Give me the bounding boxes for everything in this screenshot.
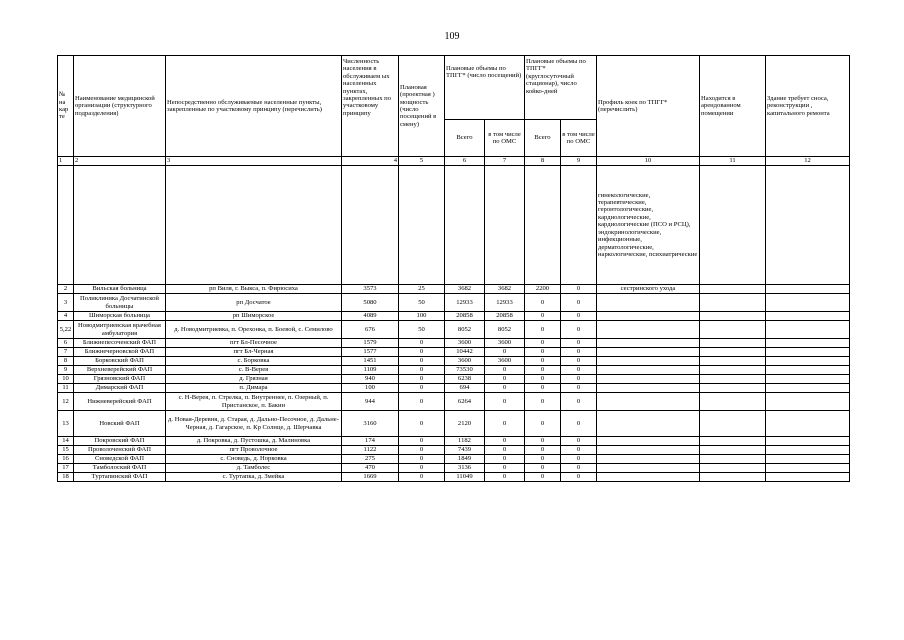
table-row bbox=[58, 473, 850, 482]
cell-row-number: 10 bbox=[58, 375, 74, 384]
cell-bed-profile bbox=[597, 321, 700, 339]
cell-visits-total: 3600 bbox=[445, 339, 485, 348]
cell-capacity: 0 bbox=[399, 455, 445, 464]
table-row bbox=[58, 464, 850, 473]
cell-bed-profile bbox=[597, 437, 700, 446]
cell-beds-total: 0 bbox=[525, 321, 561, 339]
cell-served-settlements: п. Димара bbox=[166, 384, 342, 393]
cell-row-number: 2 bbox=[58, 285, 74, 294]
cell-demolition bbox=[766, 411, 850, 437]
cell-visits-total: 1849 bbox=[445, 455, 485, 464]
cell-demolition bbox=[766, 321, 850, 339]
cell-visits-total: 3682 bbox=[445, 285, 485, 294]
cell-beds-oms: 0 bbox=[561, 294, 597, 312]
cell-beds-oms: 0 bbox=[561, 339, 597, 348]
cell-rented bbox=[700, 294, 766, 312]
cell-row-number: 8 bbox=[58, 357, 74, 366]
cell-beds-total: 0 bbox=[525, 393, 561, 411]
cell-beds-total: 2200 bbox=[525, 285, 561, 294]
cell-rented bbox=[700, 437, 766, 446]
header-population: Численность населения в обслуживаем ых населенных пунктах, закрепленных по участковому принципу bbox=[342, 56, 399, 157]
cell-population: 944 bbox=[342, 393, 399, 411]
cell-population: 1451 bbox=[342, 357, 399, 366]
cell-capacity: 100 bbox=[399, 312, 445, 321]
cell-bed-profile bbox=[597, 384, 700, 393]
cell-bed-profile bbox=[597, 357, 700, 366]
cell-visits-total: 7439 bbox=[445, 446, 485, 455]
cell-visits-oms: 3682 bbox=[485, 285, 525, 294]
cell-beds-total: 0 bbox=[525, 375, 561, 384]
cell-visits-oms: 8052 bbox=[485, 321, 525, 339]
cell-beds-oms: 0 bbox=[561, 366, 597, 375]
cell-visits-total: 2120 bbox=[445, 411, 485, 437]
cell-capacity: 0 bbox=[399, 348, 445, 357]
cell-served-settlements: с. Борковка bbox=[166, 357, 342, 366]
cell-visits-oms: 0 bbox=[485, 446, 525, 455]
cell-demolition bbox=[766, 339, 850, 348]
col-number: 8 bbox=[525, 157, 561, 166]
cell-rented bbox=[700, 455, 766, 464]
cell-bed-profile bbox=[597, 473, 700, 482]
cell-visits-oms: 0 bbox=[485, 384, 525, 393]
cell-org-name: Верхневерейский ФАП bbox=[74, 366, 166, 375]
table-row bbox=[58, 366, 850, 375]
cell-bed-profile bbox=[597, 348, 700, 357]
col-number: 5 bbox=[399, 157, 445, 166]
cell-served-settlements: рп Досчатое bbox=[166, 294, 342, 312]
cell-capacity: 0 bbox=[399, 357, 445, 366]
cell-row-number: 11 bbox=[58, 384, 74, 393]
cell-bed-profile bbox=[597, 393, 700, 411]
cell-served-settlements: д. Новая-Деревня, д. Старая, д. Дально-Песочное, д. Дальне-Черная, д. Гагарское, п. Кр Солнце, д. Шерчавка bbox=[166, 411, 342, 437]
cell-visits-total: 1182 bbox=[445, 437, 485, 446]
cell-visits-oms: 0 bbox=[485, 473, 525, 482]
cell-beds-oms: 0 bbox=[561, 375, 597, 384]
cell-population: 1122 bbox=[342, 446, 399, 455]
cell-population: 1109 bbox=[342, 366, 399, 375]
cell-beds-oms: 0 bbox=[561, 348, 597, 357]
cell-rented bbox=[700, 312, 766, 321]
header-served: Непосредственно обслуживаемые населенные пункты, закрепленные по участковому принципу (перечислить) bbox=[166, 56, 342, 157]
table-row bbox=[58, 437, 850, 446]
cell-population: 174 bbox=[342, 437, 399, 446]
cell-org-name: Новский ФАП bbox=[74, 411, 166, 437]
cell-demolition bbox=[766, 446, 850, 455]
cell-org-name: Новодмитриевская врачебная амбулатория bbox=[74, 321, 166, 339]
cell-bed-profile bbox=[597, 339, 700, 348]
cell-rented bbox=[700, 375, 766, 384]
cell-beds-oms: 0 bbox=[561, 285, 597, 294]
cell-beds-oms: 0 bbox=[561, 321, 597, 339]
cell-org-name: Ближнепесоченский ФАП bbox=[74, 339, 166, 348]
header-planned-beds: Плановые объемы по ТПГГ* (круглосуточный стационар), число койко-дней bbox=[525, 56, 597, 120]
cell-org-name: Поликлиника Досчатинской больницы bbox=[74, 294, 166, 312]
cell-visits-oms: 3600 bbox=[485, 357, 525, 366]
cell-bed-profile bbox=[597, 446, 700, 455]
cell-demolition bbox=[766, 285, 850, 294]
col-number: 4 bbox=[342, 157, 399, 166]
cell-capacity: 0 bbox=[399, 393, 445, 411]
cell-bed-profile: сестринского ухода bbox=[597, 285, 700, 294]
cell-rented bbox=[700, 446, 766, 455]
cell-row-number: 7 bbox=[58, 348, 74, 357]
cell-row-number: 18 bbox=[58, 473, 74, 482]
header-num: № на кар те bbox=[58, 56, 74, 157]
cell-served-settlements: с. Туртапка, д. Змейка bbox=[166, 473, 342, 482]
cell-population: 4089 bbox=[342, 312, 399, 321]
cell-rented bbox=[700, 473, 766, 482]
table-row bbox=[58, 375, 850, 384]
cell-rented bbox=[700, 348, 766, 357]
cell-visits-total: 11049 bbox=[445, 473, 485, 482]
cell-demolition bbox=[766, 437, 850, 446]
cell-beds-total: 0 bbox=[525, 384, 561, 393]
cell-rented bbox=[700, 411, 766, 437]
cell-bed-profile bbox=[597, 366, 700, 375]
cell-served-settlements: с. Сноведь, д. Норковка bbox=[166, 455, 342, 464]
cell-demolition bbox=[766, 384, 850, 393]
cell-served-settlements: рп Виля, г. Выкса, п. Фирюсиха bbox=[166, 285, 342, 294]
cell-capacity: 0 bbox=[399, 375, 445, 384]
cell-population: 1579 bbox=[342, 339, 399, 348]
cell-beds-total: 0 bbox=[525, 312, 561, 321]
cell-visits-oms: 0 bbox=[485, 411, 525, 437]
cell-capacity: 0 bbox=[399, 446, 445, 455]
cell-row-number: 9 bbox=[58, 366, 74, 375]
cell-org-name: Тамболоский ФАП bbox=[74, 464, 166, 473]
cell-org-name: Вильская больница bbox=[74, 285, 166, 294]
cell-served-settlements: рп Шиморское bbox=[166, 312, 342, 321]
table-row bbox=[58, 357, 850, 366]
cell-visits-total: 73530 bbox=[445, 366, 485, 375]
cell-population: 1669 bbox=[342, 473, 399, 482]
cell-demolition bbox=[766, 375, 850, 384]
table-row bbox=[58, 411, 850, 437]
header-planned-visits: Плановые объемы по ТПГГ* (число посещений) bbox=[445, 56, 525, 120]
cell-rented bbox=[700, 321, 766, 339]
cell-served-settlements: пгт Проволочное bbox=[166, 446, 342, 455]
col-number: 12 bbox=[766, 157, 850, 166]
cell-capacity: 50 bbox=[399, 294, 445, 312]
cell-population: 1577 bbox=[342, 348, 399, 357]
cell-visits-oms: 20858 bbox=[485, 312, 525, 321]
cell-rented bbox=[700, 339, 766, 348]
cell-visits-total: 6264 bbox=[445, 393, 485, 411]
cell-served-settlements: с. В-Верея bbox=[166, 366, 342, 375]
cell-org-name: Нижневерейский ФАП bbox=[74, 393, 166, 411]
cell-visits-oms: 0 bbox=[485, 375, 525, 384]
cell-capacity: 25 bbox=[399, 285, 445, 294]
cell-population: 940 bbox=[342, 375, 399, 384]
cell-row-number: 5,22 bbox=[58, 321, 74, 339]
cell-population: 470 bbox=[342, 464, 399, 473]
cell-demolition bbox=[766, 473, 850, 482]
cell-capacity: 0 bbox=[399, 464, 445, 473]
cell-demolition bbox=[766, 294, 850, 312]
cell-visits-total: 3136 bbox=[445, 464, 485, 473]
cell-row-number: 15 bbox=[58, 446, 74, 455]
cell-visits-oms: 0 bbox=[485, 464, 525, 473]
table-row bbox=[58, 294, 850, 312]
cell-rented bbox=[700, 366, 766, 375]
cell-bed-profile bbox=[597, 455, 700, 464]
cell-beds-oms: 0 bbox=[561, 464, 597, 473]
cell-row-number: 17 bbox=[58, 464, 74, 473]
cell-beds-oms: 0 bbox=[561, 384, 597, 393]
cell-row-number: 13 bbox=[58, 411, 74, 437]
cell-capacity: 0 bbox=[399, 384, 445, 393]
header-rented: Находится в арендованном помещении bbox=[700, 56, 766, 157]
cell-rented bbox=[700, 357, 766, 366]
cell-served-settlements: д. Покровка, д. Пустошка, д. Малиновка bbox=[166, 437, 342, 446]
cell-demolition bbox=[766, 464, 850, 473]
cell-beds-total: 0 bbox=[525, 437, 561, 446]
profile-continuation: гинекологические, терапевтические, геронтологические, кардиологические, кардиологические (ПСО и РСЦ), эндокринологические, инфекционные, дерматологические, наркологические, психиатрические bbox=[597, 166, 700, 285]
col-number: 6 bbox=[445, 157, 485, 166]
cell-org-name: Димарский ФАП bbox=[74, 384, 166, 393]
cell-row-number: 3 bbox=[58, 294, 74, 312]
cell-demolition bbox=[766, 348, 850, 357]
cell-org-name: Грязновский ФАП bbox=[74, 375, 166, 384]
cell-rented bbox=[700, 285, 766, 294]
cell-bed-profile bbox=[597, 411, 700, 437]
cell-capacity: 50 bbox=[399, 321, 445, 339]
cell-served-settlements: с. Н-Верея, п. Стрелка, п. Внутреннее, п. Озерный, п. Пристанское, п. Бакин bbox=[166, 393, 342, 411]
cell-beds-total: 0 bbox=[525, 357, 561, 366]
header-beds-oms: в том числе по ОМС bbox=[561, 120, 597, 157]
cell-visits-oms: 0 bbox=[485, 455, 525, 464]
col-number: 2 bbox=[74, 157, 166, 166]
header-demolition: Здание требует сноса, реконструкции , капитального ремонта bbox=[766, 56, 850, 157]
cell-beds-total: 0 bbox=[525, 411, 561, 437]
cell-served-settlements: пгт Бл-Черная bbox=[166, 348, 342, 357]
cell-org-name: Шиморская больница bbox=[74, 312, 166, 321]
cell-beds-oms: 0 bbox=[561, 411, 597, 437]
cell-beds-total: 0 bbox=[525, 294, 561, 312]
cell-served-settlements: д. Грязная bbox=[166, 375, 342, 384]
cell-beds-oms: 0 bbox=[561, 393, 597, 411]
col-number: 10 bbox=[597, 157, 700, 166]
cell-visits-total: 20858 bbox=[445, 312, 485, 321]
cell-org-name: Проволоченский ФАП bbox=[74, 446, 166, 455]
cell-beds-oms: 0 bbox=[561, 357, 597, 366]
page-number: 109 bbox=[444, 31, 460, 42]
column-numbers-row bbox=[58, 157, 850, 166]
cell-row-number: 12 bbox=[58, 393, 74, 411]
cell-demolition bbox=[766, 312, 850, 321]
cell-visits-oms: 12933 bbox=[485, 294, 525, 312]
cell-visits-total: 3600 bbox=[445, 357, 485, 366]
cell-visits-total: 6238 bbox=[445, 375, 485, 384]
cell-rented bbox=[700, 384, 766, 393]
cell-bed-profile bbox=[597, 464, 700, 473]
cell-served-settlements: пгт Бл-Песочное bbox=[166, 339, 342, 348]
cell-visits-oms: 3600 bbox=[485, 339, 525, 348]
cell-demolition bbox=[766, 455, 850, 464]
header-capacity: Плановая (проектная ) мощность (число посещений в смену) bbox=[399, 56, 445, 157]
cell-population: 100 bbox=[342, 384, 399, 393]
cell-visits-total: 12933 bbox=[445, 294, 485, 312]
cell-demolition bbox=[766, 393, 850, 411]
cell-org-name: Ближнечерновской ФАП bbox=[74, 348, 166, 357]
header-visits-oms: в том числе по ОМС bbox=[485, 120, 525, 157]
cell-capacity: 0 bbox=[399, 366, 445, 375]
header-beds-total: Всего bbox=[525, 120, 561, 157]
header-visits-total: Всего bbox=[445, 120, 485, 157]
cell-beds-total: 0 bbox=[525, 455, 561, 464]
col-number: 7 bbox=[485, 157, 525, 166]
cell-beds-total: 0 bbox=[525, 464, 561, 473]
table-row bbox=[58, 455, 850, 464]
profile-continuation-row bbox=[58, 166, 850, 285]
cell-served-settlements: д. Тамболес bbox=[166, 464, 342, 473]
table-row bbox=[58, 321, 850, 339]
cell-capacity: 0 bbox=[399, 339, 445, 348]
col-number: 3 bbox=[166, 157, 342, 166]
table-row bbox=[58, 384, 850, 393]
table-row bbox=[58, 285, 850, 294]
cell-demolition bbox=[766, 366, 850, 375]
table-row bbox=[58, 312, 850, 321]
cell-bed-profile bbox=[597, 375, 700, 384]
cell-row-number: 6 bbox=[58, 339, 74, 348]
cell-beds-total: 0 bbox=[525, 339, 561, 348]
cell-visits-total: 8052 bbox=[445, 321, 485, 339]
col-number: 11 bbox=[700, 157, 766, 166]
cell-row-number: 16 bbox=[58, 455, 74, 464]
cell-capacity: 0 bbox=[399, 437, 445, 446]
medical-organizations-table bbox=[57, 55, 850, 482]
cell-org-name: Сноведской ФАП bbox=[74, 455, 166, 464]
cell-demolition bbox=[766, 357, 850, 366]
cell-beds-total: 0 bbox=[525, 348, 561, 357]
cell-capacity: 0 bbox=[399, 411, 445, 437]
cell-served-settlements: д. Новодмитриевка, п. Орехонка, п. Боевой, с. Семилово bbox=[166, 321, 342, 339]
cell-visits-oms: 0 bbox=[485, 393, 525, 411]
cell-population: 3160 bbox=[342, 411, 399, 437]
cell-org-name: Туртапинский ФАП bbox=[74, 473, 166, 482]
cell-capacity: 0 bbox=[399, 473, 445, 482]
cell-visits-oms: 0 bbox=[485, 348, 525, 357]
cell-population: 3573 bbox=[342, 285, 399, 294]
cell-beds-oms: 0 bbox=[561, 473, 597, 482]
cell-beds-oms: 0 bbox=[561, 455, 597, 464]
cell-beds-total: 0 bbox=[525, 446, 561, 455]
cell-row-number: 14 bbox=[58, 437, 74, 446]
cell-beds-total: 0 bbox=[525, 473, 561, 482]
table-row bbox=[58, 348, 850, 357]
cell-beds-total: 0 bbox=[525, 366, 561, 375]
cell-bed-profile bbox=[597, 294, 700, 312]
col-number: 1 bbox=[58, 157, 74, 166]
cell-beds-oms: 0 bbox=[561, 446, 597, 455]
cell-visits-total: 694 bbox=[445, 384, 485, 393]
cell-row-number: 4 bbox=[58, 312, 74, 321]
table-row bbox=[58, 339, 850, 348]
table-row bbox=[58, 393, 850, 411]
cell-visits-oms: 0 bbox=[485, 437, 525, 446]
header-name: Наименование медицинской организации (структурного подразделения) bbox=[74, 56, 166, 157]
cell-population: 676 bbox=[342, 321, 399, 339]
cell-visits-total: 10442 bbox=[445, 348, 485, 357]
cell-rented bbox=[700, 393, 766, 411]
cell-org-name: Покровский ФАП bbox=[74, 437, 166, 446]
header-profile: Профиль коек по ТПГГ* (перечислить) bbox=[597, 56, 700, 157]
cell-visits-oms: 0 bbox=[485, 366, 525, 375]
cell-population: 275 bbox=[342, 455, 399, 464]
cell-beds-oms: 0 bbox=[561, 437, 597, 446]
cell-org-name: Борковский ФАП bbox=[74, 357, 166, 366]
cell-rented bbox=[700, 464, 766, 473]
cell-beds-oms: 0 bbox=[561, 312, 597, 321]
col-number: 9 bbox=[561, 157, 597, 166]
cell-bed-profile bbox=[597, 312, 700, 321]
table-row bbox=[58, 446, 850, 455]
cell-population: 5080 bbox=[342, 294, 399, 312]
